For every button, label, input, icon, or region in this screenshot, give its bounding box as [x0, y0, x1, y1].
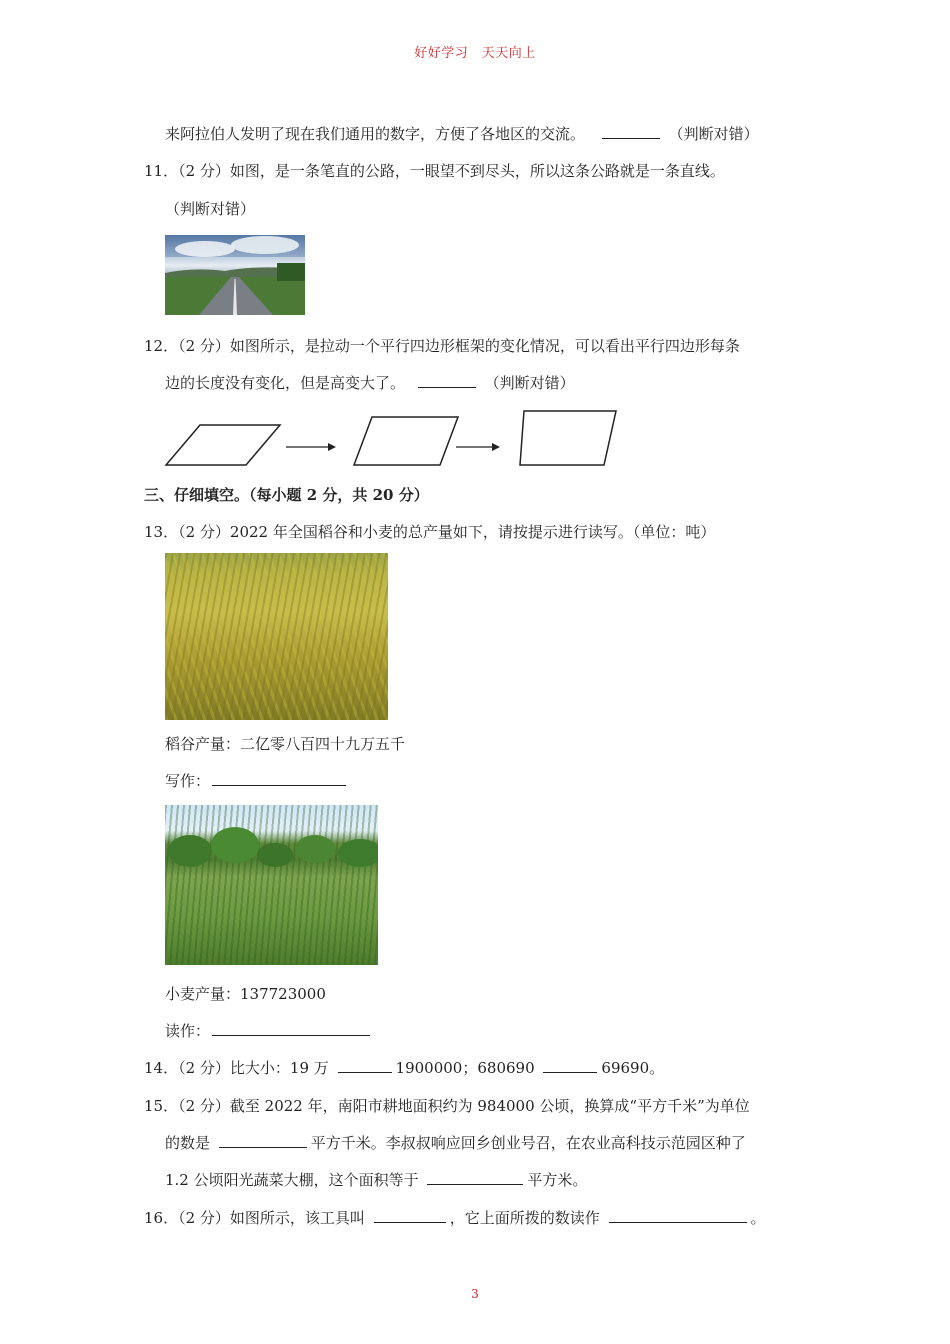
q13-line: [144, 521, 715, 543]
q13-wheat-label: 小麦产量：137723000: [165, 985, 326, 1003]
page-number: 3: [471, 1287, 479, 1301]
q15-blank-2[interactable]: [427, 1170, 523, 1185]
q15-blank-1[interactable]: [219, 1133, 307, 1148]
q14-blank-1[interactable]: [338, 1058, 392, 1073]
q14-number: 14．: [144, 1059, 179, 1077]
q12-suffix: （判断对错）: [484, 374, 575, 392]
section-3-title: 三、仔细填空。（每小题 2 分，共 20 分）: [144, 486, 429, 504]
q12-line: [144, 335, 740, 357]
q16-blank-1[interactable]: [374, 1208, 446, 1223]
q16-text-a: 如图所示，该工具叫: [229, 1209, 365, 1227]
q12-score: （2 分）: [178, 337, 230, 355]
parallelogram-2: [354, 417, 458, 465]
q15-line1: [144, 1095, 750, 1117]
parallelogram-3: [520, 411, 616, 465]
q15-line2-a: 的数是: [165, 1134, 211, 1152]
q13-read-line: [165, 1020, 374, 1042]
rice-field-photo: [165, 553, 388, 720]
q15-line1-text: 截至 2022 年，南阳市耕地面积约为 984000 公顷，换算成“平方千米”为单位: [229, 1097, 750, 1115]
q14-line: [144, 1057, 664, 1079]
q16-blank-2[interactable]: [609, 1208, 747, 1223]
q11-line: [144, 160, 725, 182]
q16-number: 16．: [144, 1209, 179, 1227]
road-illustration: [165, 235, 305, 315]
q10-answer-blank[interactable]: [602, 124, 660, 139]
q13-write-line: [165, 770, 350, 792]
q12-line2: [165, 372, 575, 394]
q12-number: 12．: [144, 337, 179, 355]
q11-number: 11．: [144, 162, 179, 180]
q15-line2-b: 平方千米。李叔叔响应回乡创业号召，在农业高科技示范园区种了: [310, 1134, 746, 1152]
q16-text-c: 。: [750, 1209, 766, 1227]
q16-text-b: ，它上面所拨的数读作: [449, 1209, 600, 1227]
q12-answer-blank[interactable]: [418, 373, 476, 388]
q13-read-blank[interactable]: [212, 1021, 370, 1036]
q13-write-label: 写作：: [165, 772, 211, 790]
q13-score: （2 分）: [178, 523, 230, 541]
q15-line3: [165, 1169, 587, 1191]
q14-score: （2 分）: [178, 1059, 230, 1077]
q11-suffix: （判断对错）: [165, 200, 256, 218]
q10-suffix: （判断对错）: [668, 125, 759, 143]
q15-line3-b: 平方米。: [527, 1171, 588, 1189]
q16-line: [144, 1207, 766, 1229]
parallelogram-diagram: [160, 405, 630, 471]
q14-text-c: 69690。: [601, 1059, 665, 1077]
q16-score: （2 分）: [178, 1209, 230, 1227]
arrow-1-head: [328, 443, 336, 451]
q12-text1: 如图所示，是拉动一个平行四边形框架的变化情况，可以看出平行四边形每条: [229, 337, 740, 355]
q12-text2: 边的长度没有变化，但是高变大了。: [165, 374, 406, 392]
q15-score: （2 分）: [178, 1097, 230, 1115]
q13-rice-label: 稻谷产量：二亿零八百四十九万五千: [165, 735, 406, 753]
wheat-trees: [165, 805, 378, 965]
q10-line: [165, 123, 759, 145]
q14-blank-2[interactable]: [543, 1058, 597, 1073]
q15-number: 15．: [144, 1097, 179, 1115]
arrow-2-head: [492, 443, 500, 451]
q13-read-label: 读作：: [165, 1022, 211, 1040]
q13-write-blank[interactable]: [212, 771, 346, 786]
q13-number: 13．: [144, 523, 179, 541]
q14-text-b: 1900000；680690: [395, 1059, 535, 1077]
q10-text: 来阿拉伯人发明了现在我们通用的数字，方便了各地区的交流。: [165, 125, 586, 143]
page-header: 好好学习 天天向上: [414, 46, 536, 61]
q15-line3-a: 1.2 公顷阳光蔬菜大棚，这个面积等于: [165, 1171, 419, 1189]
q11-suffix-line: [165, 198, 255, 220]
q11-score: （2 分）: [178, 162, 230, 180]
parallelogram-1: [166, 425, 280, 465]
q15-line2: [165, 1132, 746, 1154]
q11-text: 如图，是一条笔直的公路，一眼望不到尽头，所以这条公路就是一条直线。: [229, 162, 725, 180]
q13-text: 2022 年全国稻谷和小麦的总产量如下，请按提示进行读写。（单位：吨）: [229, 523, 716, 541]
wheat-field-photo: [165, 805, 378, 965]
road-photo: [165, 235, 305, 315]
q14-text-a: 比大小：19 万: [229, 1059, 329, 1077]
